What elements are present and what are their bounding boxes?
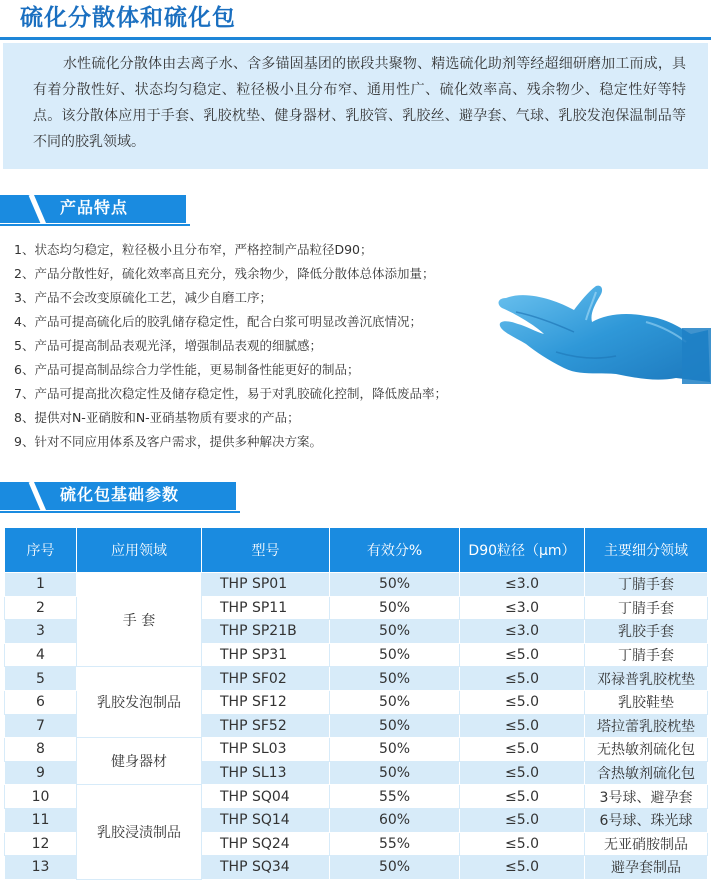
- list-item: 2、产品分散性好，硫化效率高且充分，残余物少，降低分散体总体添加量；: [14, 266, 435, 281]
- cell-model: THP SF52: [202, 714, 330, 738]
- cell-no: 7: [5, 714, 77, 738]
- cell-d90: ≤5.0: [460, 667, 585, 691]
- features-heading: 产品特点: [60, 198, 129, 217]
- cell-d90: ≤5.0: [460, 761, 585, 785]
- cell-no: 11: [5, 808, 77, 832]
- cell-model: THP SQ24: [202, 832, 330, 856]
- cell-d90: ≤5.0: [460, 832, 585, 856]
- cell-model: THP SF02: [202, 667, 330, 691]
- cell-no: 1: [5, 573, 77, 597]
- cell-d90: ≤5.0: [460, 856, 585, 880]
- cell-d90: ≤5.0: [460, 738, 585, 762]
- intro-text: 水性硫化分散体由去离子水、含多锚固基团的嵌段共聚物、精选硫化助剂等经超细研磨加工而成，具有着分散性好、状态均匀稳定、粒径极小且分布窄、通用性广、硫化效率高、残余物少、稳定性好等特点。该分散体应用于手套、乳胶枕垫、健身器材、乳胶管、乳胶丝、避孕套、气球、乳胶发泡保温制品等不同的胶乳领域。: [33, 56, 686, 150]
- column-header: 应用领域: [77, 528, 202, 573]
- intro-box: [3, 43, 708, 169]
- cell-subfield: 邓禄普乳胶枕垫: [585, 667, 708, 691]
- cell-d90: ≤3.0: [460, 596, 585, 620]
- glove-image: [496, 282, 711, 387]
- cell-effective: 55%: [330, 785, 460, 809]
- params-heading: 硫化包基础参数: [60, 485, 180, 504]
- title-divider: [0, 37, 711, 40]
- cell-effective: 50%: [330, 643, 460, 667]
- column-header: 主要细分领域: [585, 528, 708, 573]
- cell-model: THP SL03: [202, 738, 330, 762]
- cell-d90: ≤5.0: [460, 714, 585, 738]
- cell-subfield: 含热敏剂硫化包: [585, 761, 708, 785]
- params-table: [4, 527, 708, 880]
- column-header: D90粒径（μm）: [460, 528, 585, 573]
- column-header: 序号: [5, 528, 77, 573]
- cell-effective: 50%: [330, 596, 460, 620]
- cell-effective: 50%: [330, 761, 460, 785]
- cell-application: 健身器材: [77, 738, 202, 785]
- list-item: 1、状态均匀稳定，粒径极小且分布窄，严格控制产品粒径D90；: [14, 242, 373, 257]
- cell-model: THP SP31: [202, 643, 330, 667]
- list-item: 7、产品可提高批次稳定性及储存稳定性，易于对乳胶硫化控制，降低废品率；: [14, 386, 447, 401]
- page-title: 硫化分散体和硫化包: [20, 5, 236, 31]
- cell-model: THP SP01: [202, 573, 330, 597]
- list-item: 8、提供对N-亚硝胺和N-亚硝基物质有要求的产品；: [14, 410, 300, 425]
- cell-effective: 50%: [330, 856, 460, 880]
- cell-application: 乳胶发泡制品: [77, 667, 202, 738]
- cell-model: THP SP21B: [202, 620, 330, 644]
- column-header: 有效分%: [330, 528, 460, 573]
- cell-no: 9: [5, 761, 77, 785]
- cell-subfield: 丁腈手套: [585, 596, 708, 620]
- cell-no: 8: [5, 738, 77, 762]
- cell-effective: 55%: [330, 832, 460, 856]
- cell-d90: ≤3.0: [460, 573, 585, 597]
- cell-d90: ≤5.0: [460, 785, 585, 809]
- cell-no: 12: [5, 832, 77, 856]
- features-list: [14, 238, 504, 454]
- table-row: [5, 573, 708, 597]
- cell-subfield: 塔拉蕾乳胶枕垫: [585, 714, 708, 738]
- cell-application: 乳胶浸渍制品: [77, 785, 202, 879]
- cell-effective: 50%: [330, 690, 460, 714]
- cell-model: THP SF12: [202, 690, 330, 714]
- table-row: [5, 785, 708, 809]
- cell-no: 2: [5, 596, 77, 620]
- list-item: 3、产品不会改变原硫化工艺，减少自磨工序；: [14, 290, 272, 305]
- cell-d90: ≤3.0: [460, 620, 585, 644]
- list-item: 9、针对不同应用体系及客户需求，提供多种解决方案。: [14, 434, 322, 449]
- cell-subfield: 6号球、珠光球: [585, 808, 708, 832]
- cell-model: THP SQ34: [202, 856, 330, 880]
- cell-subfield: 避孕套制品: [585, 856, 708, 880]
- cell-no: 13: [5, 856, 77, 880]
- cell-no: 10: [5, 785, 77, 809]
- column-header: 型号: [202, 528, 330, 573]
- cell-subfield: 3号球、避孕套: [585, 785, 708, 809]
- cell-subfield: 乳胶手套: [585, 620, 708, 644]
- cell-d90: ≤5.0: [460, 690, 585, 714]
- table-header-row: [5, 528, 708, 573]
- cell-effective: 50%: [330, 620, 460, 644]
- cell-no: 3: [5, 620, 77, 644]
- cell-effective: 50%: [330, 714, 460, 738]
- cell-effective: 50%: [330, 573, 460, 597]
- cell-subfield: 丁腈手套: [585, 573, 708, 597]
- cell-effective: 50%: [330, 738, 460, 762]
- cell-effective: 60%: [330, 808, 460, 832]
- cell-subfield: 乳胶鞋垫: [585, 690, 708, 714]
- list-item: 6、产品可提高制品综合力学性能，更易制备性能更好的制品；: [14, 362, 360, 377]
- cell-model: THP SQ04: [202, 785, 330, 809]
- cell-model: THP SL13: [202, 761, 330, 785]
- cell-d90: ≤5.0: [460, 808, 585, 832]
- cell-no: 4: [5, 643, 77, 667]
- cell-subfield: 丁腈手套: [585, 643, 708, 667]
- params-banner: [0, 480, 240, 514]
- table-row: [5, 738, 708, 762]
- cell-model: THP SQ14: [202, 808, 330, 832]
- cell-subfield: 无亚硝胺制品: [585, 832, 708, 856]
- cell-effective: 50%: [330, 667, 460, 691]
- cell-no: 5: [5, 667, 77, 691]
- cell-model: THP SP11: [202, 596, 330, 620]
- features-banner: [0, 193, 190, 227]
- cell-no: 6: [5, 690, 77, 714]
- cell-subfield: 无热敏剂硫化包: [585, 738, 708, 762]
- list-item: 4、产品可提高硫化后的胶乳储存稳定性，配合白浆可明显改善沉底情况；: [14, 314, 422, 329]
- cell-application: 手 套: [77, 573, 202, 667]
- list-item: 5、产品可提高制品表观光泽，增强制品表观的细腻感；: [14, 338, 322, 353]
- table-row: [5, 667, 708, 691]
- cell-d90: ≤5.0: [460, 643, 585, 667]
